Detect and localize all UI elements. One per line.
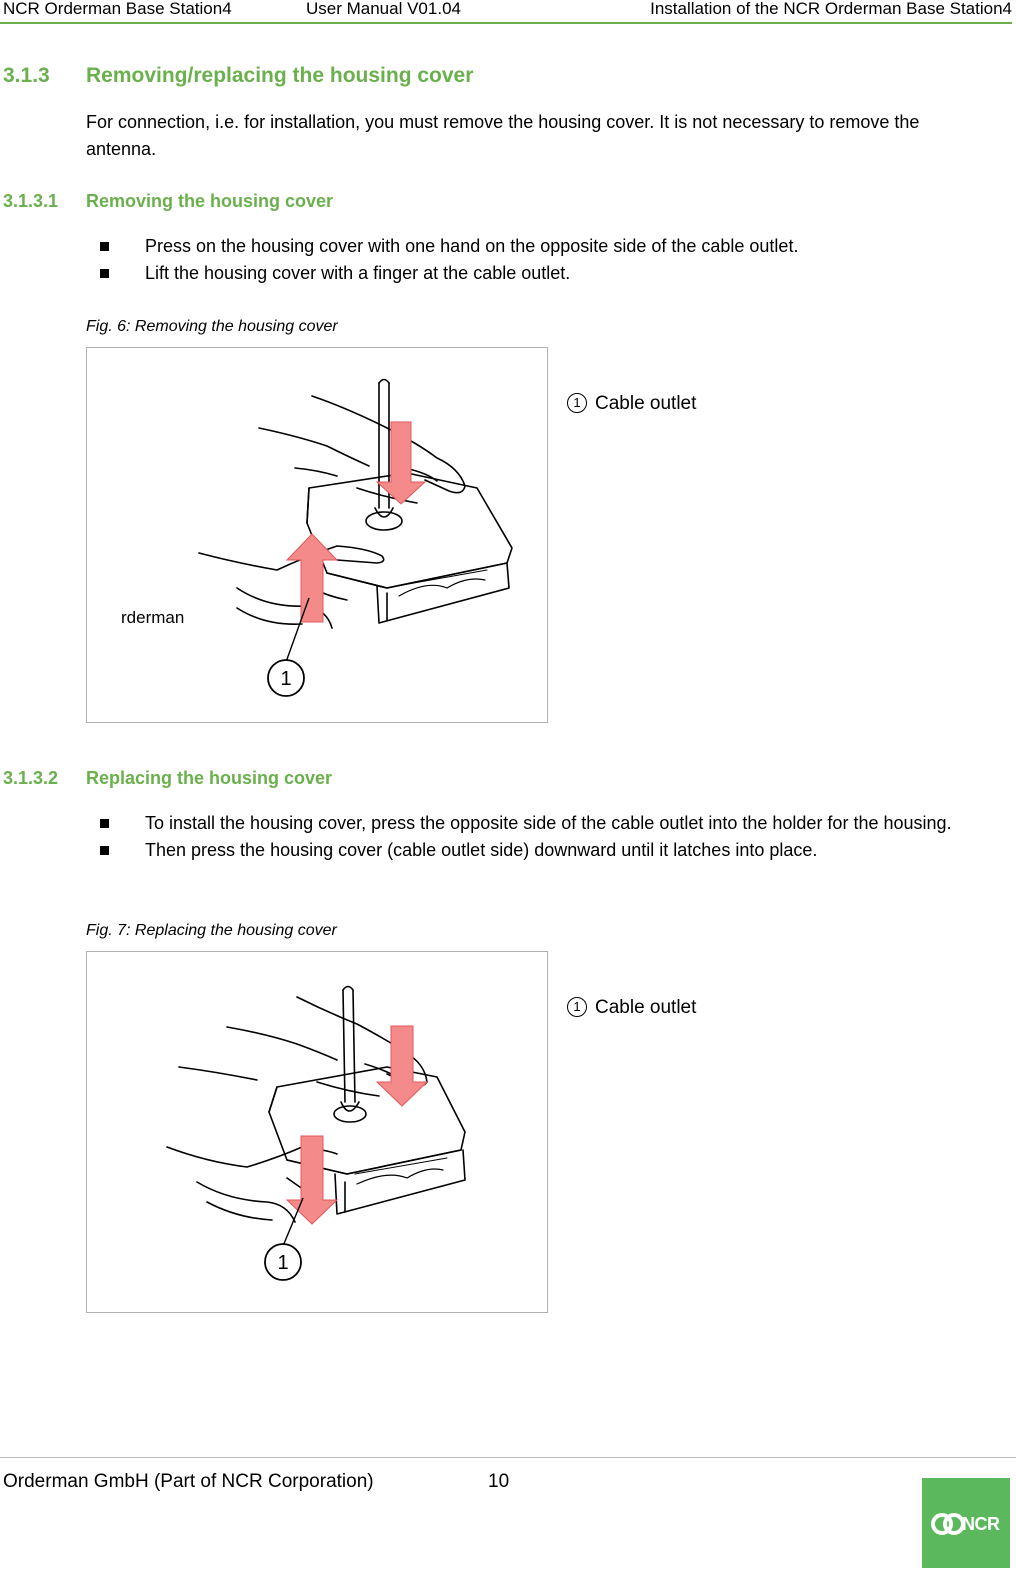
- figure-7-legend: [567, 996, 696, 1020]
- section-heading: [3, 64, 903, 90]
- logo-text: NCR: [962, 1514, 1000, 1534]
- figure-7-image: [86, 951, 548, 1313]
- header-version: User Manual V01.04: [306, 0, 461, 18]
- figure-6-caption: Fig. 6: Removing the housing cover: [86, 318, 338, 335]
- figure-7-caption: Fig. 7: Replacing the housing cover: [86, 922, 337, 939]
- page-number: 10: [488, 1471, 510, 1492]
- figure-7-callout: 1: [277, 1252, 289, 1274]
- figure-6-legend: [567, 392, 696, 416]
- figure-7-legend-text: Cable outlet: [595, 997, 697, 1018]
- section-intro: For connection, i.e. for installation, you must remove the housing cover. It is not necessary to remove the antenna.: [86, 112, 920, 159]
- list-item: To install the housing cover, press the opposite side of the cable outlet into the holder for the housing.: [100, 810, 1000, 837]
- ncr-logo: [922, 1478, 1010, 1568]
- figure-6-callout: 1: [280, 668, 292, 690]
- removing-steps: [100, 233, 1000, 287]
- replacing-steps: [100, 810, 1000, 864]
- list-item: Lift the housing cover with a finger at the cable outlet.: [100, 260, 1000, 287]
- figure-6-image: [86, 347, 548, 723]
- removing-title: Removing the housing cover: [86, 191, 334, 211]
- header-chapter: Installation of the NCR Orderman Base Station4: [650, 0, 1012, 18]
- header-title: NCR Orderman Base Station4: [3, 0, 232, 18]
- section-title: Removing/replacing the housing cover: [86, 64, 474, 87]
- removing-number: 3.1.3.1: [3, 191, 59, 211]
- figure-6-label: rderman: [121, 608, 185, 627]
- replacing-heading: [3, 767, 903, 791]
- removing-illustration: [87, 348, 547, 722]
- footer-divider: [0, 1457, 1016, 1458]
- page-header: [0, 0, 1012, 24]
- replacing-number: 3.1.3.2: [3, 768, 59, 788]
- list-item: Press on the housing cover with one hand on the opposite side of the cable outlet.: [100, 233, 1000, 260]
- figure-6-legend-text: Cable outlet: [595, 393, 697, 414]
- bullet-square-icon: [100, 819, 109, 828]
- footer-company: Orderman GmbH (Part of NCR Corporation): [3, 1471, 374, 1492]
- bullet-square-icon: [100, 269, 109, 278]
- callout-circle-icon: 1: [567, 997, 587, 1017]
- section-number: 3.1.3: [3, 64, 50, 87]
- callout-circle-icon: 1: [567, 393, 587, 413]
- replacing-title: Replacing the housing cover: [86, 768, 333, 788]
- list-item: Then press the housing cover (cable outlet side) downward until it latches into place.: [100, 837, 1000, 864]
- bullet-square-icon: [100, 846, 109, 855]
- removing-heading: [3, 190, 903, 214]
- replacing-illustration: [87, 952, 547, 1312]
- bullet-square-icon: [100, 242, 109, 251]
